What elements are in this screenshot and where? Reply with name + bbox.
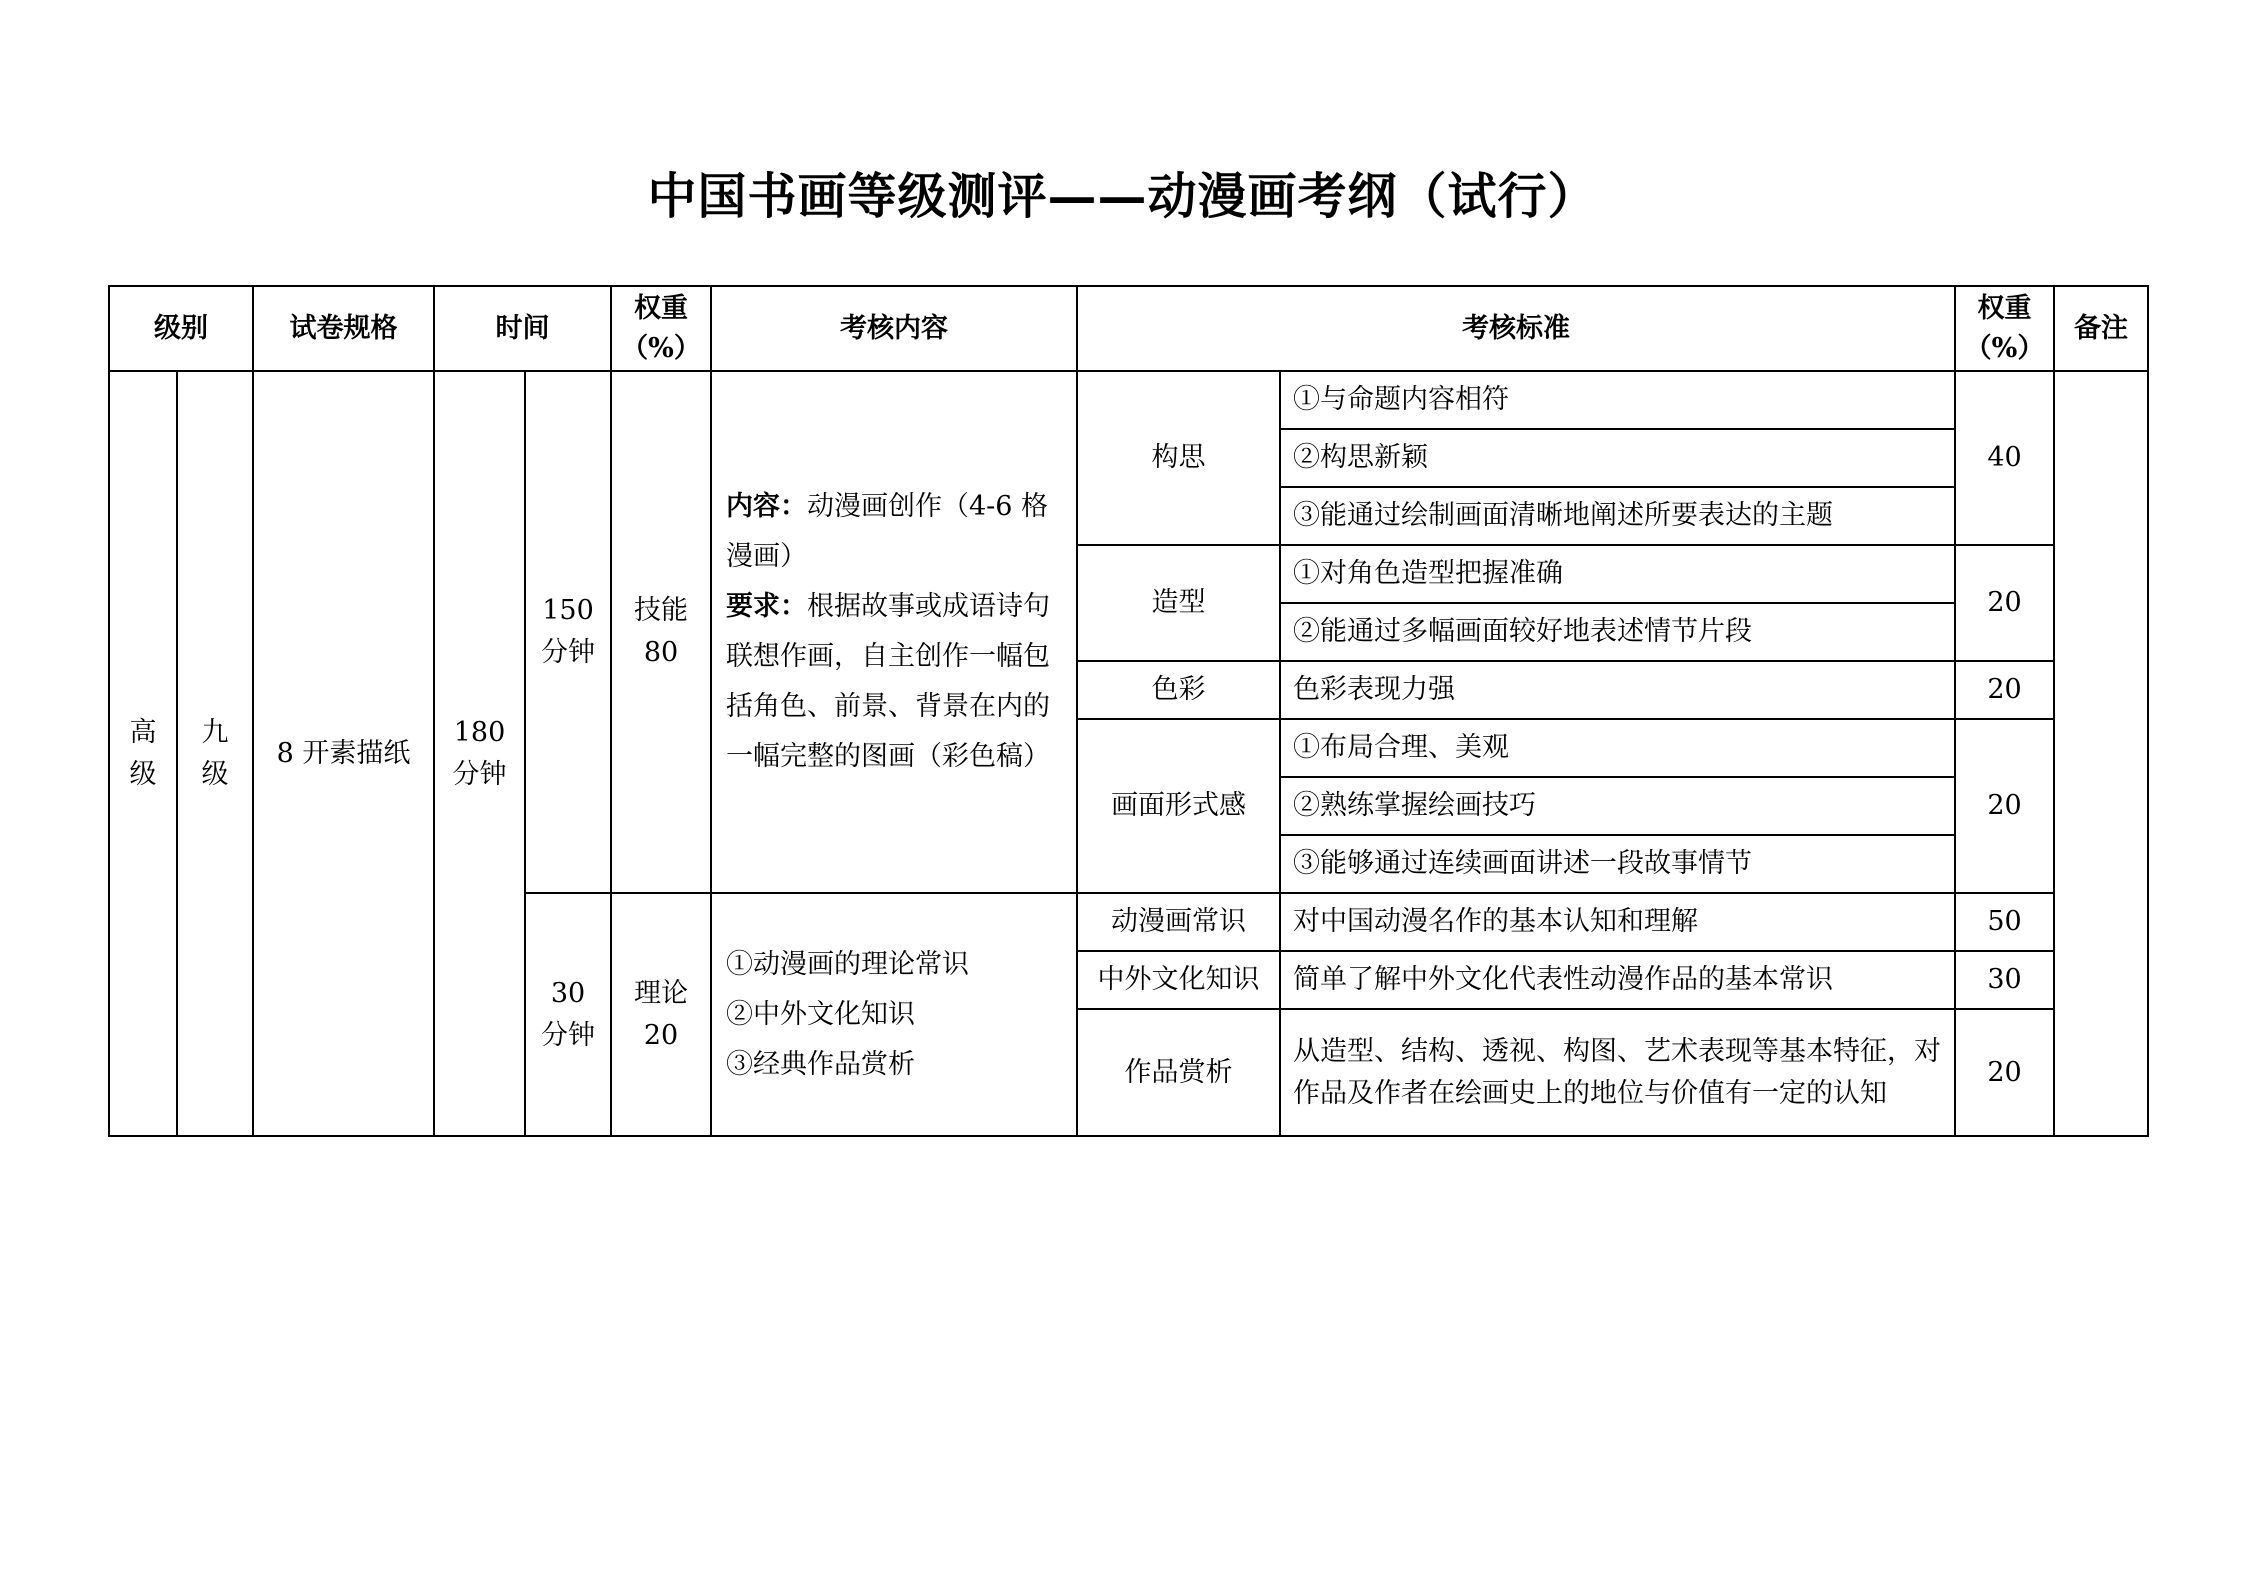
- weight-color: 20: [1955, 661, 2054, 719]
- theory-content-cell: [711, 893, 1077, 1136]
- standard-item: 色彩表现力强: [1280, 661, 1955, 719]
- header-weight2-line1: 权重: [1977, 292, 2032, 324]
- standard-item: 对中国动漫名作的基本认知和理解: [1280, 893, 1955, 951]
- weight-modeling: 20: [1955, 545, 2054, 661]
- total-time-cell: [434, 371, 525, 1136]
- weight-culture-knowledge: 30: [1955, 951, 2054, 1009]
- theory-content-item: ②中外文化知识: [726, 998, 915, 1030]
- level-line2: 级: [201, 758, 229, 790]
- header-weight: [611, 286, 711, 371]
- skill-time-line1: 150: [542, 595, 594, 626]
- grade-line1: 高: [129, 716, 157, 748]
- remark-cell: [2054, 371, 2148, 1136]
- skill-requirement-label: 要求：: [726, 591, 807, 622]
- header-remark: 备注: [2054, 286, 2148, 371]
- standard-item: ①与命题内容相符: [1280, 371, 1955, 429]
- theory-time-line2: 分钟: [541, 1019, 595, 1051]
- weight-anime-knowledge: 50: [1955, 893, 2054, 951]
- paper-cell: 8 开素描纸: [253, 371, 434, 1136]
- criterion-appreciation: 作品赏析: [1077, 1009, 1280, 1136]
- grade-cell: [109, 371, 177, 1136]
- skill-time-line2: 分钟: [541, 637, 595, 668]
- criterion-anime-knowledge: 动漫画常识: [1077, 893, 1280, 951]
- standard-item: ②构思新颖: [1280, 429, 1955, 487]
- page-title: 中国书画等级测评——动漫画考纲（试行）: [647, 167, 1598, 225]
- header-row: [109, 286, 2148, 371]
- standard-item: 从造型、结构、透视、构图、艺术表现等基本特征，对作品及作者在绘画史上的地位与价值有一定的认知: [1280, 1009, 1955, 1136]
- total-time-line1: 180: [453, 716, 506, 748]
- weight-composition: 20: [1955, 719, 2054, 893]
- skill-content-text: 动漫画创作（4-6 格漫画）: [726, 491, 1049, 572]
- weight-concept: 40: [1955, 371, 2054, 545]
- skill-content-label: 内容：: [726, 491, 807, 522]
- header-level: 级别: [109, 286, 253, 371]
- skill-weight-line2: 80: [643, 637, 679, 668]
- standard-item: ②能通过多幅画面较好地表述情节片段: [1280, 603, 1955, 661]
- standard-item: ③能够通过连续画面讲述一段故事情节: [1280, 835, 1955, 893]
- standard-item: ③能通过绘制画面清晰地阐述所要表达的主题: [1280, 487, 1955, 545]
- header-weight2-line2: （%）: [1964, 332, 2045, 364]
- header-paper-spec: 试卷规格: [253, 286, 434, 371]
- theory-content-item: ①动漫画的理论常识: [726, 948, 969, 980]
- header-weight-line2: （%）: [621, 332, 701, 364]
- theory-time-cell: [525, 893, 611, 1136]
- criterion-culture-knowledge: 中外文化知识: [1077, 951, 1280, 1009]
- header-time: 时间: [434, 286, 611, 371]
- criterion-color: 色彩: [1077, 661, 1280, 719]
- level-line1: 九: [201, 716, 229, 748]
- table-row: [109, 371, 2148, 429]
- header-weight-2: [1955, 286, 2054, 371]
- standard-item: ②熟练掌握绘画技巧: [1280, 777, 1955, 835]
- theory-content-item: ③经典作品赏析: [726, 1048, 915, 1080]
- skill-requirement-text: 根据故事或成语诗句联想作画，自主创作一幅包括角色、前景、背景在内的一幅完整的图画（彩色稿）: [726, 591, 1050, 772]
- theory-time-line1: 30: [550, 977, 586, 1009]
- skill-time-cell: [525, 371, 611, 893]
- skill-weight-line1: 技能: [634, 595, 688, 626]
- weight-appreciation: 20: [1955, 1009, 2054, 1136]
- grade-line2: 级: [129, 758, 157, 790]
- standard-item: 简单了解中外文化代表性动漫作品的基本常识: [1280, 951, 1955, 1009]
- skill-content-cell: [711, 371, 1077, 893]
- criterion-concept: 构思: [1077, 371, 1280, 545]
- header-content: 考核内容: [711, 286, 1077, 371]
- skill-weight-cell: [611, 371, 711, 893]
- header-weight-line1: 权重: [634, 292, 688, 324]
- criterion-composition: 画面形式感: [1077, 719, 1280, 893]
- criterion-modeling: 造型: [1077, 545, 1280, 661]
- theory-weight-cell: [611, 893, 711, 1136]
- exam-outline-table: [108, 285, 2149, 1137]
- standard-item: ①布局合理、美观: [1280, 719, 1955, 777]
- header-standard: 考核标准: [1077, 286, 1955, 371]
- standard-item: ①对角色造型把握准确: [1280, 545, 1955, 603]
- theory-weight-line2: 20: [643, 1019, 679, 1051]
- theory-weight-line1: 理论: [634, 977, 688, 1009]
- total-time-line2: 分钟: [452, 758, 507, 790]
- level-cell: [177, 371, 253, 1136]
